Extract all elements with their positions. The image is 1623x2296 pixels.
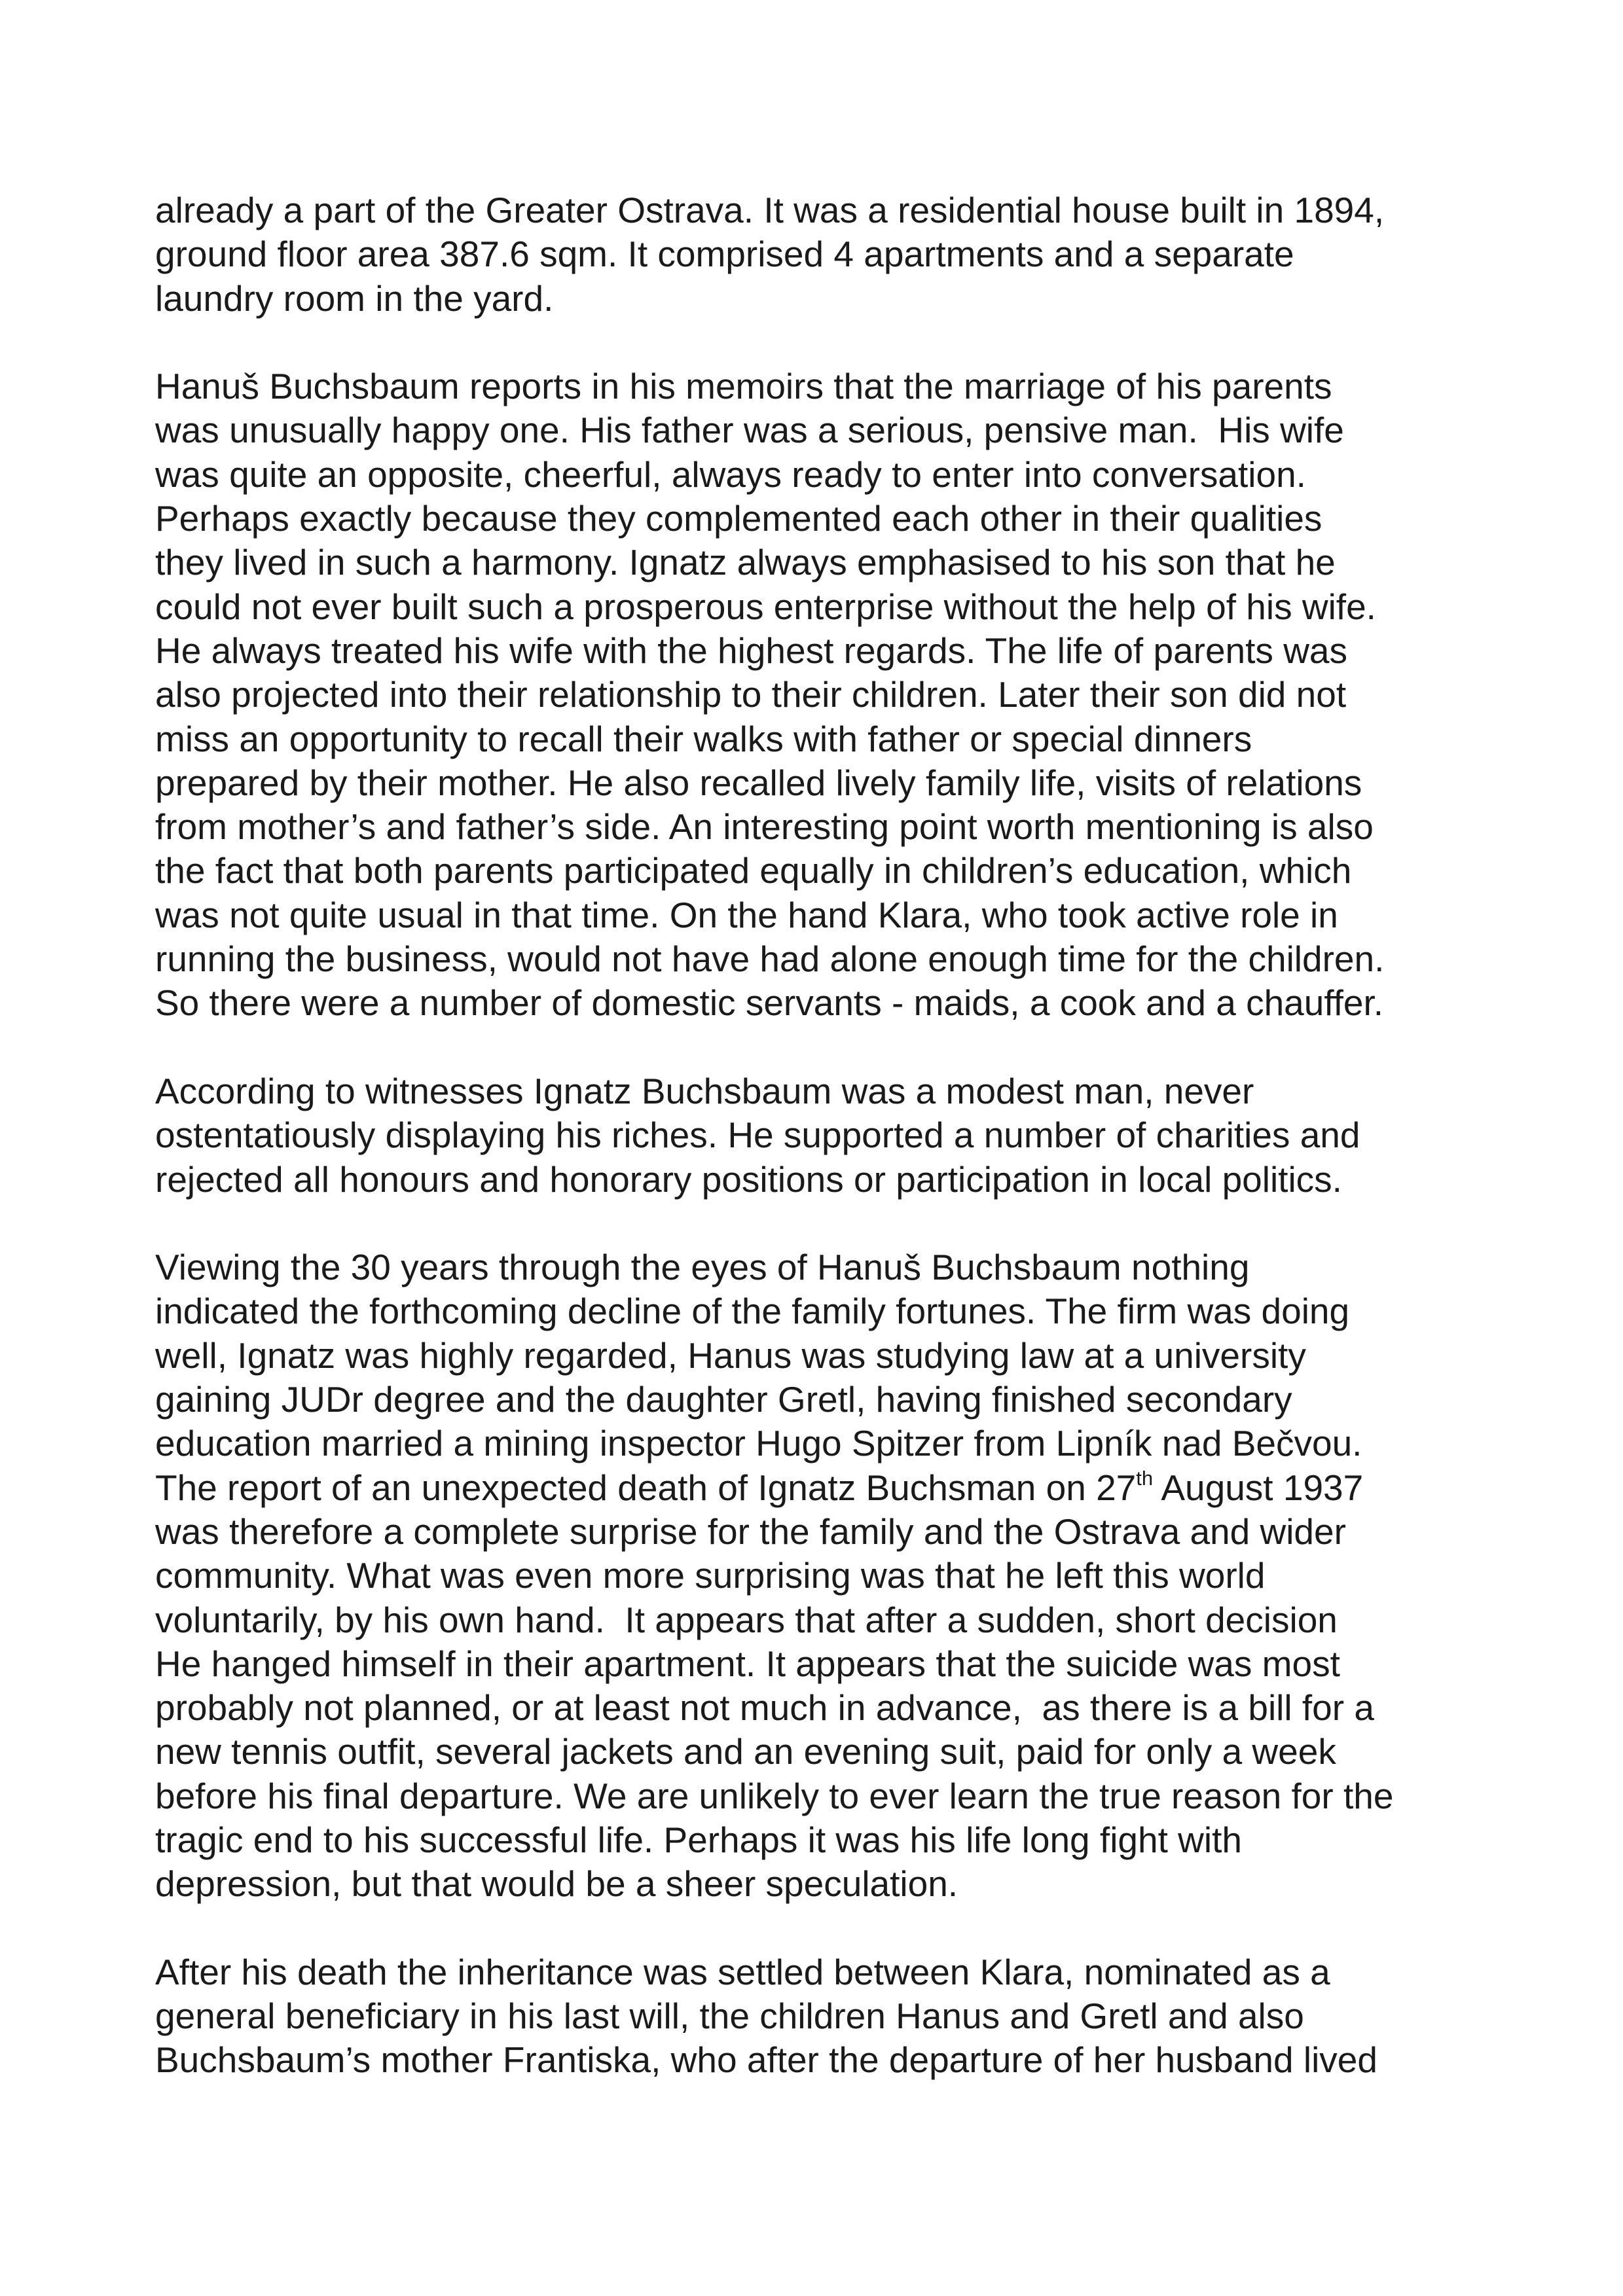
text-line: Buchsbaum’s mother Frantiska, who after the departure of her husband lived <box>155 2039 1377 2081</box>
text-line: depression, but that would be a sheer speculation. <box>155 1863 958 1905</box>
text-line: Perhaps exactly because they complemented each other in their qualities <box>155 498 1322 539</box>
text-line: community. What was even more surprising was that he left this world <box>155 1555 1266 1596</box>
text-line: running the business, would not have had alone enough time for the children. <box>155 939 1385 980</box>
text-line: gaining JUDr degree and the daughter Gretl, having finished secondary <box>155 1379 1292 1420</box>
text-line: He always treated his wife with the highest regards. The life of parents was <box>155 630 1348 671</box>
text-line: education married a mining inspector Hugo Spitzer from Lipník nad Bečvou. <box>155 1423 1362 1464</box>
text-line: was not quite usual in that time. On the hand Klara, who took active role in <box>155 894 1338 935</box>
text-line: they lived in such a harmony. Ignatz always emphasised to his son that he <box>155 542 1336 583</box>
text-line-with-superscript <box>155 1466 1491 1510</box>
text-fragment: The report of an unexpected death of Ignatz Buchsman on 27 <box>155 1467 1137 1508</box>
text-line: According to witnesses Ignatz Buchsbaum was a modest man, never <box>155 1070 1254 1111</box>
text-line: miss an opportunity to recall their walks with father or special dinners <box>155 718 1252 759</box>
paragraph-4 <box>155 1246 1491 1906</box>
text-line: new tennis outfit, several jackets and an evening suit, paid for only a week <box>155 1731 1336 1772</box>
text-line: also projected into their relationship to their children. Later their son did not <box>155 674 1347 715</box>
text-line: prepared by their mother. He also recalled lively family life, visits of relations <box>155 762 1362 803</box>
text-line: Viewing the 30 years through the eyes of Hanuš Buchsbaum nothing <box>155 1247 1250 1288</box>
text-line: was therefore a complete surprise for the family and the Ostrava and wider <box>155 1511 1346 1552</box>
text-line: tragic end to his successful life. Perhaps it was his life long fight with <box>155 1819 1242 1860</box>
text-line: ostentatiously displaying his riches. He supported a number of charities and <box>155 1115 1360 1156</box>
paragraph-5 <box>155 1950 1491 2083</box>
text-line: He hanged himself in their apartment. It appears that the suicide was most <box>155 1643 1340 1684</box>
ordinal-superscript: th <box>1136 1466 1154 1490</box>
text-line: indicated the forthcoming decline of the family fortunes. The firm was doing <box>155 1291 1350 1332</box>
text-line: rejected all honours and honorary positions or participation in local politics. <box>155 1158 1342 1200</box>
paragraph-2 <box>155 365 1491 1025</box>
body-text <box>155 188 1491 2083</box>
text-line: was quite an opposite, cheerful, always ready to enter into conversation. <box>155 454 1306 495</box>
text-line: ground floor area 387.6 sqm. It comprised 4 apartments and a separate <box>155 234 1294 275</box>
text-line: So there were a number of domestic servants - maids, a cook and a chauffer. <box>155 982 1384 1024</box>
text-fragment: August 1937 <box>1153 1467 1364 1508</box>
text-line: the fact that both parents participated equally in children’s education, which <box>155 850 1352 891</box>
text-line: could not ever built such a prosperous enterprise without the help of his wife. <box>155 586 1376 627</box>
text-line: laundry room in the yard. <box>155 278 554 319</box>
text-line: probably not planned, or at least not much in advance, as there is a bill for a <box>155 1687 1374 1729</box>
text-line: from mother’s and father’s side. An interesting point worth mentioning is also <box>155 806 1374 848</box>
text-line: Hanuš Buchsbaum reports in his memoirs that the marriage of his parents <box>155 366 1332 407</box>
text-line: before his final departure. We are unlikely to ever learn the true reason for the <box>155 1775 1394 1816</box>
text-line: voluntarily, by his own hand. It appears that after a sudden, short decision <box>155 1599 1338 1640</box>
text-line: After his death the inheritance was settled between Klara, nominated as a <box>155 1951 1330 1992</box>
text-line: already a part of the Greater Ostrava. It was a residential house built in 1894, <box>155 190 1385 230</box>
paragraph-1 <box>155 188 1491 321</box>
text-line: general beneficiary in his last will, the children Hanus and Gretl and also <box>155 1996 1304 2037</box>
text-line: was unusually happy one. His father was a serious, pensive man. His wife <box>155 410 1344 451</box>
paragraph-3 <box>155 1069 1491 1202</box>
text-line: well, Ignatz was highly regarded, Hanus was studying law at a university <box>155 1335 1306 1376</box>
